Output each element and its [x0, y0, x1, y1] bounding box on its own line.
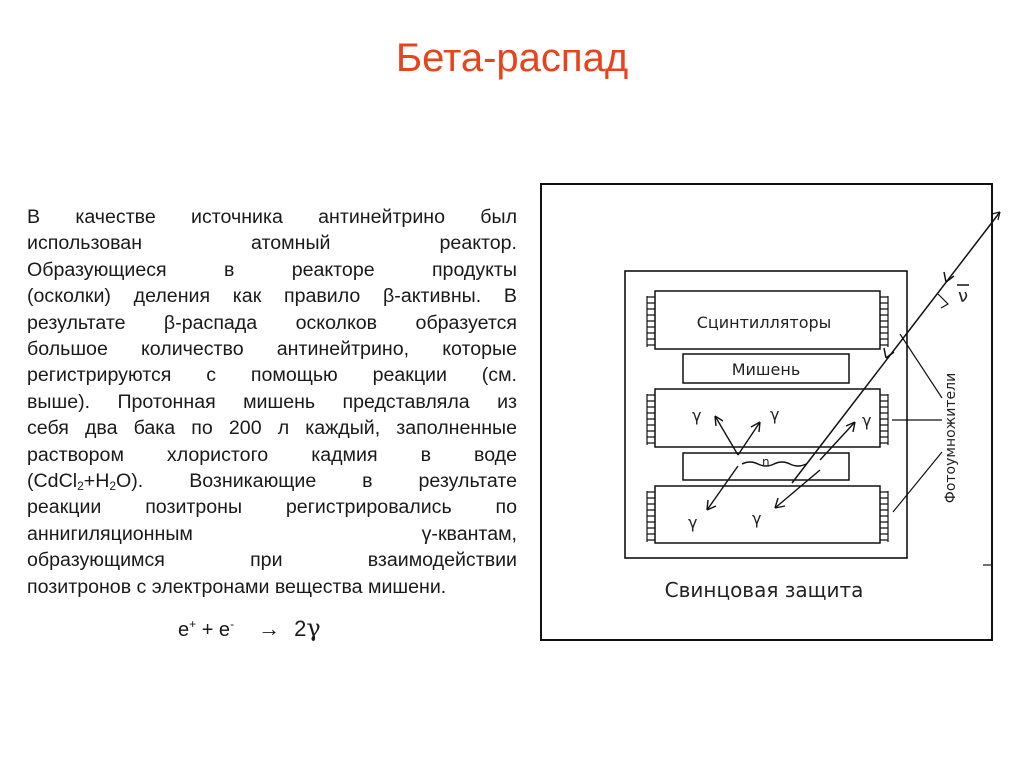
gamma-label: γ	[692, 406, 702, 425]
text-line: реакции позитроны регистрировались по	[27, 496, 517, 519]
text-line: себя два бака по 200 л каждый, заполненные	[27, 417, 517, 440]
pointer-line	[893, 452, 942, 512]
formula-sup: -	[230, 617, 235, 631]
text-line: В качестве источника антинейтрино был	[27, 206, 517, 228]
gamma-label: γ	[688, 513, 698, 532]
text-line: (осколки) деления как правило β-активны. В	[27, 285, 517, 308]
antineutrino-symbol: ν	[958, 286, 969, 307]
arrow-head-icon	[751, 422, 760, 432]
gamma-ray	[707, 466, 738, 510]
label-photomultipliers: Фотоумножители	[943, 372, 959, 504]
arrow-head-icon	[884, 348, 894, 358]
text-line: использован атомный реактор.	[27, 232, 517, 255]
scintillator-middle	[647, 389, 888, 447]
text-line: раствором хлористого кадмия в воде	[27, 443, 517, 466]
nu-pointer	[938, 294, 948, 308]
neutron-label: n	[762, 455, 770, 469]
label-target: Мишень	[731, 360, 801, 379]
formula-coefficient: 2	[294, 616, 307, 641]
scintillator-bottom	[647, 486, 888, 543]
subscript: 2	[77, 479, 84, 494]
label-lead-shield: Свинцовая защита	[664, 578, 864, 602]
slide-title: Бета-распад	[395, 36, 629, 80]
gamma-label: γ	[770, 405, 780, 424]
text-line: выше). Протонная мишень представляла из	[27, 390, 517, 413]
text-fragment: (CdCl	[27, 470, 78, 493]
label-scintillators: Сцинтилляторы	[696, 313, 832, 332]
gamma-ray	[738, 422, 760, 455]
text-line: аннигиляционным γ-квантам,	[27, 522, 517, 545]
arrow-right-icon: →	[258, 616, 281, 641]
antineutrino-track	[792, 212, 1000, 483]
formula-sup: +	[189, 617, 197, 631]
formula-electron: + e	[196, 619, 231, 641]
text-fragment: +H	[83, 470, 110, 493]
arrow-head-icon	[715, 416, 723, 426]
neutron-path	[742, 462, 806, 466]
diagram-frame	[541, 184, 992, 640]
text-line: регистрируются с помощью реакции (см.	[27, 364, 517, 387]
formula-gamma: γ	[306, 614, 321, 642]
gamma-label: γ	[752, 509, 762, 528]
gamma-label: γ	[862, 411, 872, 430]
subscript: 2	[109, 479, 117, 494]
text-line: большое количество антинейтрино, которые	[27, 338, 517, 361]
formula-positron: e	[178, 619, 190, 641]
gamma-ray	[715, 416, 738, 455]
text-line: позитронов с электронами вещества мишени.	[27, 575, 447, 598]
text-fragment: O). Возникающие в результате	[116, 470, 517, 493]
text-line: Образующиеся в реакторе продукты	[27, 258, 517, 281]
text-line: результате β-распада осколков образуется	[27, 311, 517, 334]
text-line: образующимся при взаимодействии	[27, 549, 517, 572]
